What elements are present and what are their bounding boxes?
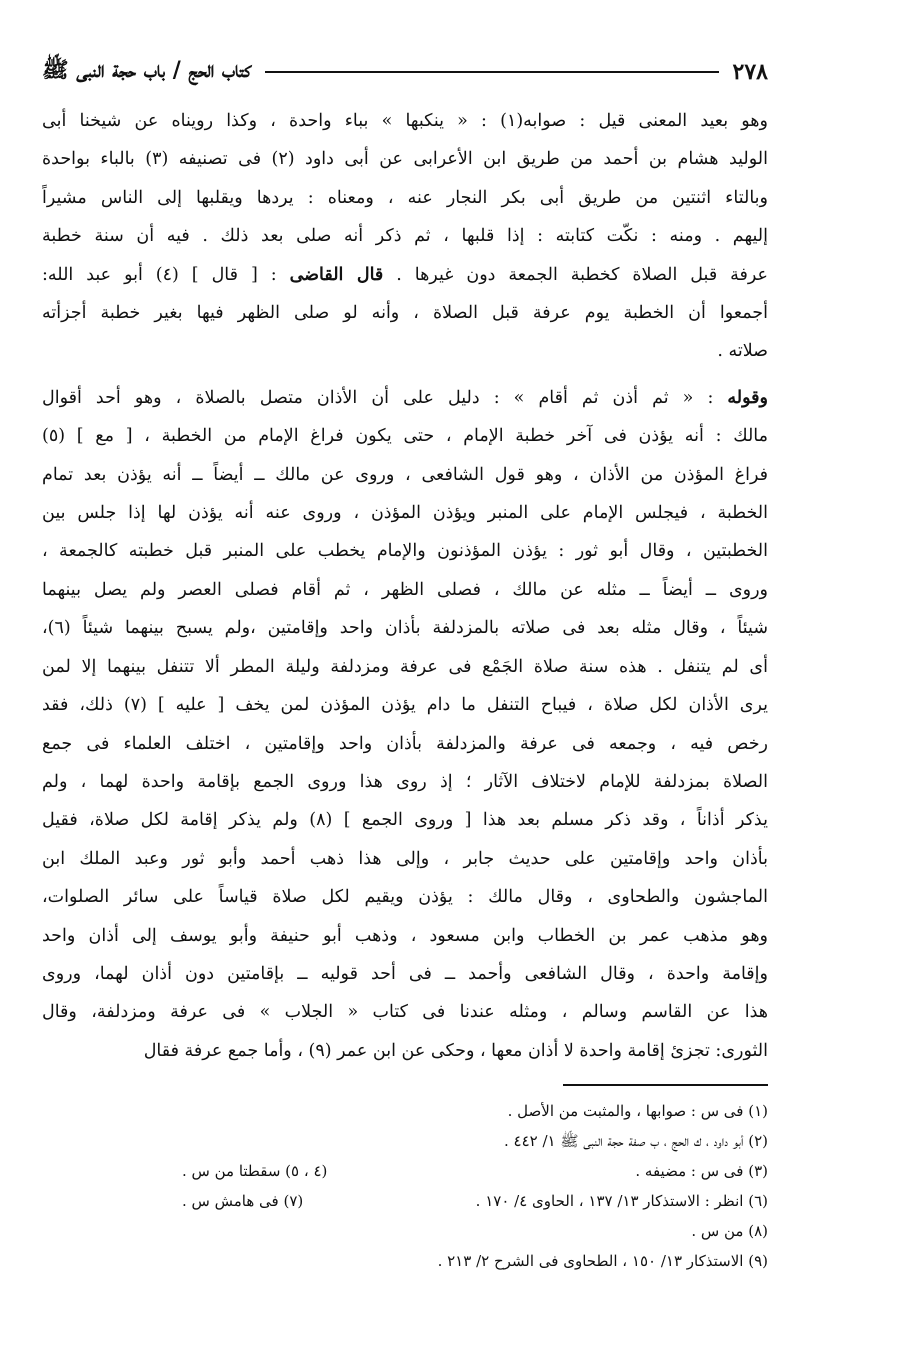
text-line: إليهم . ومنه : نكّت كتابته : إذا قلبها ، ثم ذكر أنه صلى بعد ذلك . فيه أن سنة خطبة: [42, 226, 768, 247]
footnote: (٤ ، ٥) سقطتا من س .: [182, 1162, 328, 1181]
text-line: يذكر أذاناً ، وقد ذكر مسلم بعد هذا [ وروى الجمع ] (٨) ولم يذكر إقامة لكل صلاة، فقيل: [42, 810, 768, 831]
bold-phrase: وقوله: [727, 387, 768, 408]
text-line: الثورى: تجزئ إقامة واحدة لا أذان معها ، وحكى عن ابن عمر (٩) ، وأما جمع عرفة فقال: [143, 1040, 768, 1061]
footnote: [42, 1246, 182, 1276]
text-line: بأذان واحد وإقامتين على حديث جابر ، وإلى هذا ذهب أحمد وأبو ثور وعبد الملك ابن: [42, 848, 768, 869]
text-line: رخص فيه ، وجمعه فى عرفة والمزدلفة بأذان واحد وإقامتين ، اختلف العلماء فى جمع: [42, 733, 768, 754]
text-line: وبالتاء اثنتين من طريق أبى بكر النجار عنه ، ومعناه : يردها ويقلبها إلى الناس مشيراً: [42, 187, 768, 208]
text-line: الخطبتين ، وقال أبو ثور : يؤذن المؤذنون والإمام يخطب على المنبر قبل خطبته كالجمعة ،: [42, 541, 768, 562]
text-line: أى لم يتنفل . هذه سنة صلاة الجَمْع فى عرفة ومزدلفة وليلة المطر ألا تتنفل بينهما إلا لمن: [42, 656, 768, 677]
text-line: الخطبة ، فيجلس الإمام على المنبر ويؤذن المؤذن ، وروى عنه أنه يؤذن لها إذا جلس بين: [42, 503, 768, 524]
footnote-row: [42, 1096, 768, 1126]
footnote: (٨) من س .: [691, 1222, 768, 1241]
footnote: (٧) فى هامش س .: [182, 1192, 304, 1211]
footnote: (٦) انظر : الاستذكار ١٣/ ١٣٧ ، الحاوى ٤/ ١٧٠ .: [475, 1192, 768, 1211]
bold-phrase: قال القاضى: [289, 264, 384, 285]
page: [42, 52, 768, 1276]
footnotes: [42, 1096, 768, 1276]
footnote: (٣) فى س : مضيفه .: [635, 1162, 768, 1181]
footnote: [42, 1096, 182, 1126]
text-line: هذا عن القاسم وسالم ، ومثله عندنا فى كتاب « الجلاب » فى عرفة ومزدلفة، وقال: [42, 1002, 768, 1023]
text-line: وهو بعيد المعنى قيل : صوابه(١) : « ينكبها » بباء واحدة ، وكذا رويناه عن شيخنا أبى: [42, 111, 768, 131]
main-text: [42, 102, 768, 1070]
footnote-row: [42, 1156, 768, 1186]
text-line: الماجشون والطحاوى ، وقال مالك : يؤذن ويقيم لكل صلاة قياساً على سائر الصلوات،: [42, 887, 768, 908]
footnote: [42, 1126, 182, 1156]
footnote-row: [42, 1186, 768, 1216]
running-title: كتاب الحج / باب حجة النبى ﷺ: [42, 57, 251, 83]
text-line: يرى الأذان لكل صلاة ، فيباح التنفل ما دام يؤذن المؤذن لمن يخف [ عليه ] (٧) ذلك، فقد: [42, 695, 768, 716]
text-line: صلاته .: [717, 341, 768, 362]
page-header: [42, 52, 768, 92]
footnote-row: [42, 1126, 768, 1156]
footnote: (٩) الاستذكار ١٣/ ١٥٠ ، الطحاوى فى الشرح ٢/ ٢١٣ .: [437, 1252, 768, 1271]
text-line: الصلاة بمزدلفة للإمام لاختلاف الآثار ؛ إذ روى هذا وروى الجمع بإقامة واحدة لهما ، ولم: [42, 771, 768, 792]
page-number: ٢٧٨: [732, 59, 768, 85]
footnote: (١) فى س : صوابها ، والمثبت من الأصل .: [507, 1102, 768, 1121]
footnote-row: [42, 1216, 768, 1246]
text-line: عرفة قبل الصلاة كخطبة الجمعة دون غيرها . قال القاضى : [ قال ] (٤) أبو عبد الله:: [42, 264, 768, 285]
footnote-row: [42, 1246, 768, 1276]
text-line: أجمعوا أن الخطبة يوم عرفة قبل الصلاة ، وأنه لو صلى الظهر فيها بغير خطبة أجزأته: [42, 303, 768, 324]
text-line: وهو مذهب عمر بن الخطاب وابن مسعود ، وذهب أبو حنيفة وأبو يوسف إلى أذان واحد: [42, 925, 768, 946]
footnote: [42, 1216, 182, 1246]
text-line: وإقامة واحدة ، وقال الشافعى وأحمد ــ فى أحد قوليه ــ بإقامتين دون أذان لهما، وروى: [42, 963, 768, 984]
paragraph-2: [42, 379, 768, 1070]
text-line: فراغ المؤذن من الأذان ، وهو قول الشافعى ، وروى عن مالك ــ أيضاً ــ أنه يؤذن بعد تمام: [42, 464, 768, 485]
header-rule: [265, 71, 719, 73]
footnote-separator: [563, 1084, 768, 1086]
footnote: (٢) أبو داود ، ك الحج ، ب صفة حجة النبى ﷺ ١/ ٤٤٢ .: [504, 1132, 768, 1151]
text-line: الوليد هشام بن أحمد من طريق ابن الأعرابى عن أبى داود (٢) فى تصنيفه (٣) بالباء بواحدة: [42, 149, 768, 170]
paragraph-1: [42, 102, 768, 371]
text-line: شيئاً ، وقال مثله بعد فى صلاته بالمزدلفة بأذان واحد وإقامتين ،ولم يسبح بينهما شيئاً (٦)،: [42, 618, 768, 639]
text-line: مالك : أنه يؤذن فى آخر خطبة الإمام ، حتى يكون فراغ الإمام من الخطبة ، [ مع ] (٥): [42, 426, 768, 447]
text-line: وقوله : « ثم أذن ثم أقام » : دليل على أن الأذان متصل بالصلاة ، وهو أحد أقوال: [42, 387, 768, 408]
text-line: وروى ــ أيضاً ــ مثله عن مالك ، فصلى الظهر ، ثم أقام فصلى العصر ولم يصل بينهما: [42, 579, 768, 600]
